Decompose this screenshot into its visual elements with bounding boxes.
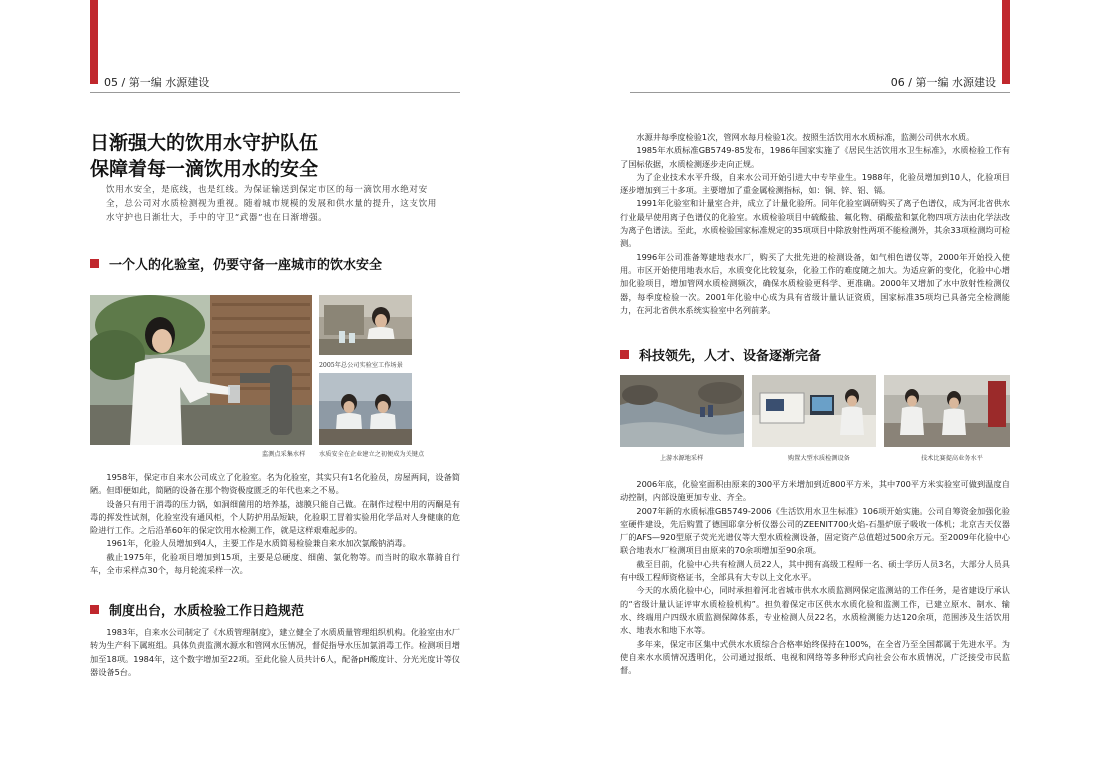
- photo-lab-staff-image: [319, 373, 412, 445]
- section2-body: [90, 626, 460, 679]
- caption-water-sampling: 监测点采集水样: [262, 451, 306, 458]
- section-heading-text: 制度出台，水质检验工作日趋规范: [109, 603, 305, 619]
- section-heading-text: 科技领先，人才、设备逐渐完备: [639, 348, 822, 364]
- paragraph: 1991年化验室和计量室合并，成立了计量化验所。同年化验室调研购买了离子色谱仪，成为河北省供水行业最早使用离子色谱仪的化验室。水质检验项目中硫酸盐、氟化物、硝酸盐和氯化物四项方法由化学法改为离子色谱法。至此，水质检验国家标准规定的35项项目中除放射性两项不能检测外，其余33项检测均可检测。: [620, 198, 1010, 249]
- section1-body: [90, 471, 460, 577]
- paragraph: 1958年，保定市自来水公司成立了化验室。名为化验室，其实只有1名化验员，房屋两间，设备简陋。但即便如此，简陋的设备在那个物资极度匮乏的年代也来之不易。: [90, 472, 460, 496]
- photo-upstream-sampling-image: [620, 375, 744, 447]
- running-header-right: 06 / 第一编 水源建设: [890, 76, 996, 89]
- paragraph: 水源井每季度检验1次，管网水每月检验1次。按照生活饮用水水质标准，监测公司供水水质。: [636, 132, 975, 142]
- photo-skills-competition-image: [884, 375, 1010, 447]
- paragraph: 设备只有用于消毒的压力锅，如洞细菌用的培养基，滤膜只能自己做。在制作过程中用的丙酮是有毒的挥发性试剂，化验室没有通风柜，个人防护用品短缺，化验职工冒着实验用化学品对人身健康的危险进行工作。之后沿革60年的保定饮用水检测工作，就是这样艰难起步的。: [90, 498, 460, 536]
- paragraph: 2007年新的水质标准GB5749-2006《生活饮用水卫生标准》106项开始实施。公司自筹资金加强化验室硬件建设，先后购置了德国耶拿分析仪器公司的ZEENIT700火焰-石墨炉原子吸收一体机；北京吉天仪器厂的AFS—920型原子荧光光谱仪等大型水质检测设备，固定资产总值超过500余万元。至2009年化验中心联合地表水厂检测项目由原来的70余项增加至90余项。: [620, 505, 1010, 556]
- header-rule: [630, 92, 1010, 93]
- caption-upstream-sampling: 上游水源地采样: [660, 455, 704, 462]
- paragraph: 截至目前，化验中心共有检测人员22人，其中拥有高级工程师一名、硕士学历人员3名，大部分人员具有中级工程师资格证书，全部具有大专以上文化水平。: [620, 558, 1010, 583]
- paragraph: 1983年，自来水公司制定了《水质管理制度》，建立健全了水质质量管理组织机构。化验室由水厂转为生产科下属班组。具体负责监测水源水和管网水压情况，督促指导水压加氯消毒工作。检测项目增加至18项。1984年，这个数字增加至22项。至此化验人员共计6人，配备pH酸度计、分光光度计等仪器设备5台。: [90, 627, 460, 677]
- right-top-body: [620, 131, 1010, 317]
- paragraph: 截止1975年，化验项目增加到15项，主要是总硬度、细菌、氯化物等。而当时的取水靠骑自行车，全市采样点30个，每月轮流采样一次。: [90, 551, 460, 576]
- photo-detection-equipment-image: [752, 375, 876, 447]
- photo-skills-competition: [884, 375, 1010, 447]
- caption-skills-competition: 技术比赛提高业务水平: [921, 455, 983, 462]
- paragraph: 1961年，化验人员增加到4人，主要工作是水质简易检验兼自来水加次氯酸钠消毒。: [106, 538, 411, 549]
- red-square-bullet: [620, 350, 629, 359]
- photo-lab-staff: [319, 373, 412, 445]
- photo-detection-equipment: [752, 375, 876, 447]
- caption-lab-2005: 2005年总公司实验室工作场景: [319, 362, 403, 369]
- paragraph: 2006年底，化验室面积由原来的300平方米增加到近800平方米，其中700平方米实验室可做到温度自动控制，内部设施更加专业、齐全。: [620, 479, 1010, 503]
- caption-detection-equipment: 购置大型水质检测设备: [788, 455, 850, 462]
- photo-lab-2005: [319, 295, 412, 355]
- section-heading-text: 一个人的化验室，仍要守备一座城市的饮水安全: [109, 257, 383, 273]
- page-marker-bar: [1002, 0, 1010, 84]
- article-title-line1: 日渐强大的饮用水守护队伍: [90, 132, 319, 154]
- page-marker-bar: [90, 0, 98, 84]
- photo-water-sampling-image: [90, 295, 312, 445]
- paragraph: 多年来，保定市区集中式供水水质综合合格率始终保持在100%，在全省乃至全国都属于先进水平。为使自来水水质情况透明化，公司通过报纸、电视和网络等多种形式向社会公布水质情况，广泛接受市民监督。: [620, 638, 1010, 676]
- red-square-bullet: [90, 259, 99, 268]
- article-intro: 饮用水安全，是底线，也是红线。为保证输送到保定市区的每一滴饮用水绝对安全，总公司对水质检测视为重视。随着城市规模的发展和供水量的提升，这支饮用水守护也日渐壮大，手中的守卫“武器”也在日渐增强。: [106, 185, 437, 223]
- section-heading: [90, 600, 304, 618]
- section3-body: [620, 478, 1010, 677]
- header-rule: [90, 92, 460, 93]
- photo-lab-2005-image: [319, 295, 412, 355]
- photo-upstream-sampling: [620, 375, 744, 447]
- paragraph: 1996年公司准备筹建地表水厂，购买了大批先进的检测设备，如气相色谱仪等，2000年开始投入使用。市区开始使用地表水后，水质变化比较复杂，化验工作的难度随之加大。为适应新的变化，化验中心增加化验项目，增加管网水质检测频次，确保水质检验更科学、更准确。2000年又增加了水中放射性检测仪器，每季度检验一次。2001年化验中心成为具有省级计量认证资质，国家标准35项均已具备完全检测能力，在河北省供水系统实验室中名列前茅。: [620, 251, 1010, 315]
- article-title-line2: 保障着每一滴饮用水的安全: [90, 158, 319, 180]
- running-header-left: 05 / 第一编 水源建设: [104, 76, 210, 89]
- section-heading: [90, 254, 382, 272]
- section-heading: [620, 345, 821, 363]
- paragraph: 1985年水质标准GB5749-85发布，1986年国家实施了《居民生活饮用水卫生标准》，水质检验工作有了国标依据，水质检测逐步走向正规。: [620, 145, 1010, 169]
- caption-lab-staff: 水质安全在企业建立之初便成为关键点: [319, 451, 425, 458]
- paragraph: 为了企业技术水平升级，自来水公司开始引进大中专毕业生。1988年，化验员增加到10人，化验项目逐步增加到三十多项。主要增加了重金属检测指标，如：铜、锌、铝、镉。: [620, 171, 1010, 196]
- red-square-bullet: [90, 605, 99, 614]
- photo-water-sampling: [90, 295, 312, 445]
- right-page: [550, 0, 1100, 766]
- paragraph: 今天的水质化验中心，同时承担着河北省城市供水水质监测网保定监测站的工作任务，是省建设厅承认的“省级计量认证评审水质检验机构”。担负着保定市区供水水质化验和监测工作，已建立原水、制水、输水、终端用户四级水质监测保障体系，专业检测人员22名，水质检测能力达120余项，范围涉及生活饮用水、地表水和地下水等。: [620, 585, 1010, 636]
